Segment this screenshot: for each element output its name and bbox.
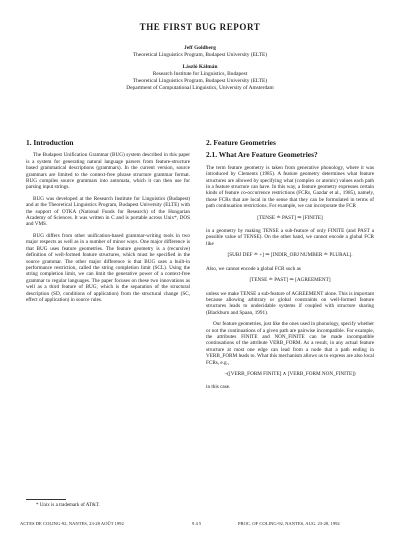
footer-right: PROC. OF COLING-92, NANTES, AUG. 23-28, 1992 bbox=[238, 521, 340, 526]
paragraph: unless we make TENSE a sub-feature of AGREEMENT alone. This is important because allowing arbitrary or global constraints on well-formed feature structures leads to undecidable systems if coupled with structure sharing (Blackburn and Spaan, 1991). bbox=[206, 290, 374, 316]
formula: [SUBJ DEF ≐ +] ⇒ [INDIR_OBJ NUMBER ≐ PLURAL]. bbox=[227, 252, 353, 259]
page-number: 9 4 5 bbox=[192, 521, 202, 526]
paragraph: The term feature geometry is taken from generative phonology, where it was introduced by Clements (1985). A feature geometry determines what feature structures are allowed by specifying what (complex or atomic) values each path in a feature structure can have. In this way, a feature geometry expresses certain kinds of feature co-occurrence restrictions (FCRs, Gazdar et al., 1985), namely, those FCRs that are local in the sense that they can be formulated in terms of path continuation restrictions. For example, we can incorporate the FCR bbox=[206, 164, 374, 210]
author-affiliation: Theoretical Linguistics Program, Budapest University (ELTE) bbox=[132, 52, 268, 58]
paragraph: in a geometry by making TENSE a sub-feature of only FINITE (and PAST a possible value of TENSE). On the other hand, we cannot encode a global FCR like bbox=[206, 228, 374, 247]
footnote: * Unix is a trademark of AT&T. bbox=[36, 503, 100, 508]
paragraph: BUG was developed at the Research Institute for Linguistics (Budapest) and at the Theoretical Linguistics Program, Budapest University (ELTE) with the support of OTKA (National Funds for Research) of the Hungarian Academy of Sciences. It was written in C and is portable across Unix*, DOS and VMS. bbox=[26, 195, 190, 228]
author-affiliation: Research Institute for Linguistics, Budapest bbox=[152, 71, 248, 77]
paragraph: Our feature geometries, just like the ones used in phonology, specify whether or not the continuations of a given path are pairwise incompatible. For example, the attributes FINITE and NON_FINITE can be made incompatible continuations of the attribute VERB_FORM. As a result, in any actual feature structure at most one edge can lead from a node that a path ending in VERB_FORM leads to. What this mechanism allows us to express are also local FCRs, e.g., bbox=[206, 321, 374, 366]
author-block bbox=[0, 45, 400, 92]
footer-left: ACTES DE COLING-92, NANTES, 23-28 AOÛT 1992 bbox=[20, 521, 124, 526]
formula: [TENSE ≐ PAST] ⇒ [FINITE] bbox=[257, 214, 323, 221]
author-name: László Kálmán bbox=[182, 64, 218, 70]
paragraph: BUG differs from other unification-based grammar-writing tools in two major respects as well as in a number of minor ways. One major difference is that BUG uses feature geometries. The feature geometry is a (recursive) definition of well-formed feature structures, which must be specified in the source grammar. The other major difference is that BUG uses a built-in performance restriction, called the string completion limit (SCL). Using the string completion limit, we can limit the generative power of a context-free grammar to regular languages. The paper focuses on these two innovations as well as a third feature of BUG, which is the separation of the structural description (SD, conditions of application) from the structural change (SC, effect of application) in source rules. bbox=[26, 232, 190, 303]
formula: ¬([VERB_FORM FINITE] ∧ [VERB_FORM NON_FINITE]) bbox=[224, 370, 356, 377]
formula: [TENSE ≐ PAST] ⇒ [AGREEMENT] bbox=[249, 277, 331, 284]
paper-title: THE FIRST BUG REPORT bbox=[139, 22, 261, 32]
subsection-heading: 2.1. What Are Feature Geometries? bbox=[206, 150, 318, 160]
author-name: Jeff Goldberg bbox=[184, 45, 216, 51]
paragraph: The Budapest Unification Grammar (BUG) system described in this paper is a system for generating natural language parsers from feature-structure based grammatical descriptions (grammars). In the current version, source grammars are limited to the context-free phrase structure grammar format. BUG compiles source grammars into automata, which it can then use for parsing input strings. bbox=[26, 152, 190, 191]
paragraph: Also, we cannot encode a global FCR such as bbox=[206, 265, 301, 272]
left-column bbox=[26, 140, 190, 308]
footnote-rule bbox=[26, 499, 66, 500]
author-affiliation: Theoretical Linguistics Program, Budapest University (ELTE) bbox=[132, 78, 268, 84]
author-affiliation: Department of Computational Linguistics, University of Amsterdam bbox=[126, 85, 274, 91]
section-heading: 1. Introduction bbox=[26, 138, 74, 147]
right-column bbox=[206, 140, 374, 396]
paragraph: in this case. bbox=[206, 384, 231, 391]
section-heading: 2. Feature Geometries bbox=[206, 138, 276, 147]
